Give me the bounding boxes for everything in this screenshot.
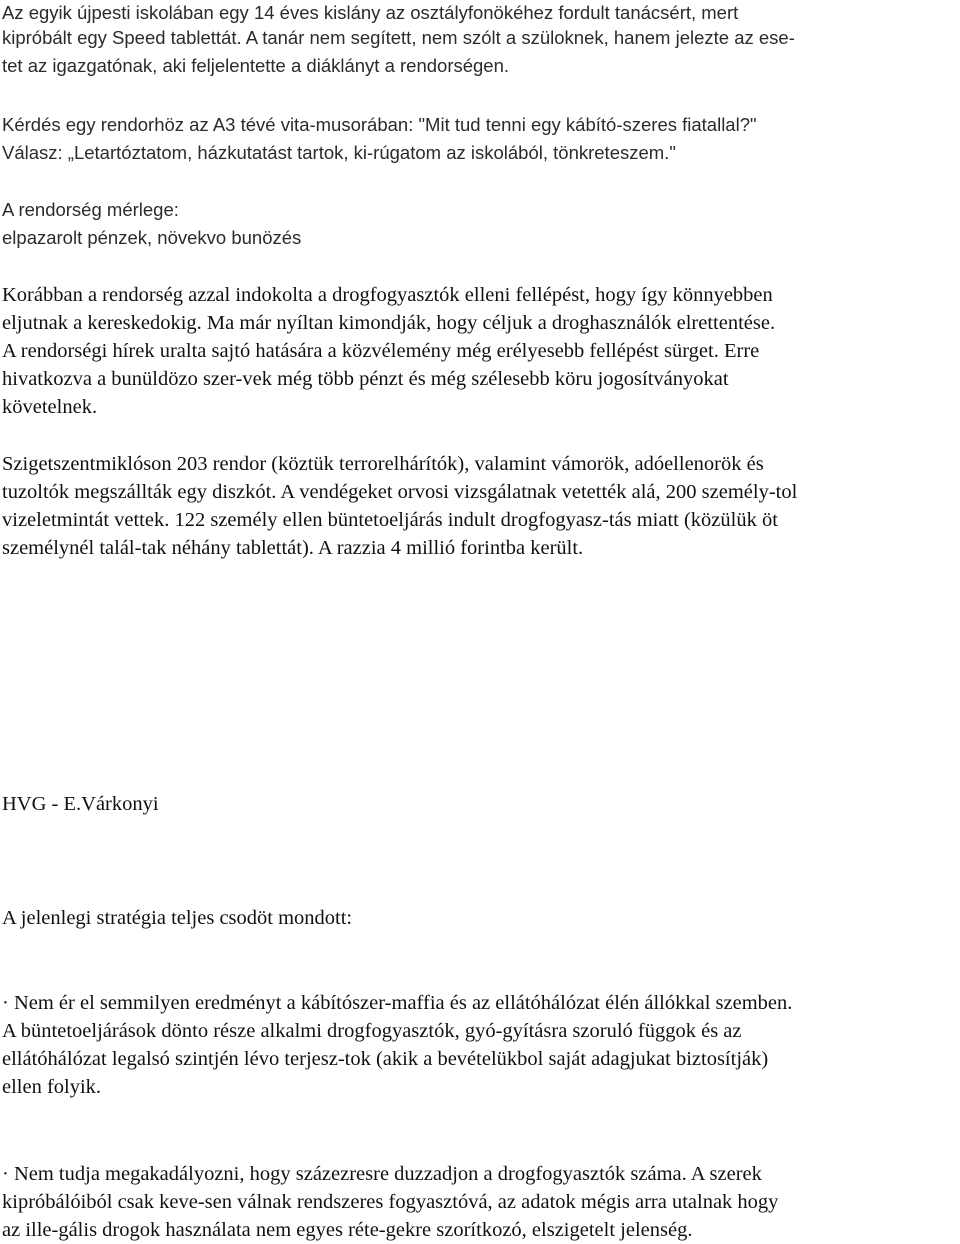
paragraph-4-line-2: eljutnak a kereskedokig. Ma már nyíltan kimondják, hogy céljuk a droghasználók elrettentése. xyxy=(2,312,776,334)
paragraph-2-line-2: Válasz: „Letartóztatom, házkutatást tartok, ki-rúgatom az iskolából, tönkreteszem." xyxy=(2,142,676,163)
paragraph-4-line-1: Korábban a rendorség azzal indokolta a drogfogyasztók elleni fellépést, hogy így könnyebben xyxy=(2,284,773,306)
bullet-1-line-1: · Nem ér el semmilyen eredményt a kábítószer-maffia és az ellátóhálózat élén állókkal szemben. xyxy=(2,992,793,1014)
paragraph-5-line-1: Szigetszentmiklóson 203 rendor (köztük terrorelhárítók), valamint vámorök, adóellenorök és xyxy=(2,453,764,475)
byline: HVG - E.Várkonyi xyxy=(2,793,159,815)
paragraph-5-line-3: vizeletmintát vettek. 122 személy ellen büntetoeljárás indult drogfogyasz-tás miatt (közülük öt xyxy=(2,509,778,531)
paragraph-3-line-2: elpazarolt pénzek, növekvo bunözés xyxy=(2,227,302,248)
bullet-1-line-3: ellátóhálózat legalsó szintjén lévo terjesz-tok (akik a bevételükbol saját adagjukat biztosítják) xyxy=(2,1048,769,1070)
paragraph-2-line-1: Kérdés egy rendorhöz az A3 tévé vita-musorában: "Mit tud tenni egy kábító-szeres fiatallal?" xyxy=(2,114,757,135)
bullet-2-line-2: kipróbálóiból csak keve-sen válnak rendszeres fogyasztóvá, az adatok mégis arra utalnak hogy xyxy=(2,1191,779,1213)
strategy-statement: A jelenlegi stratégia teljes csodöt mondott: xyxy=(2,907,353,929)
paragraph-4-line-3: A rendorségi hírek uralta sajtó hatására a közvélemény még erélyesebb fellépést sürget. Erre xyxy=(2,340,760,362)
paragraph-4-line-4: hivatkozva a bunüldözo szer-vek még több pénzt és még szélesebb köru jogosítványokat xyxy=(2,368,729,390)
bullet-2-line-1: · Nem tudja megakadályozni, hogy százezresre duzzadjon a drogfogyasztók száma. A szerek xyxy=(2,1163,762,1185)
bullet-2-line-3: az ille-gális drogok használata nem egyes réte-gekre szorítkozó, elszigetelt jelenség. xyxy=(2,1219,693,1241)
paragraph-4-line-5: követelnek. xyxy=(2,396,98,418)
paragraph-5-line-4: személynél talál-tak néhány tablettát). A razzia 4 millió forintba került. xyxy=(2,537,584,559)
bullet-1-line-4: ellen folyik. xyxy=(2,1076,102,1098)
paragraph-1-line-1: Az egyik újpesti iskolában egy 14 éves kislány az osztályfonökéhez fordult tanácsért, mert xyxy=(2,2,739,23)
paragraph-3-line-1: A rendorség mérlege: xyxy=(2,199,179,220)
paragraph-1-line-3: tet az igazgatónak, aki feljelentette a diáklányt a rendorségen. xyxy=(2,55,510,76)
paragraph-5-line-2: tuzoltók megszállták egy diszkót. A vendégeket orvosi vizsgálatnak vetették alá, 200 személy-tol xyxy=(2,481,798,503)
bullet-1-line-2: A büntetoeljárások dönto része alkalmi drogfogyasztók, gyó-gyításra szoruló függok és az xyxy=(2,1020,742,1042)
paragraph-1-line-2: kipróbált egy Speed tablettát. A tanár nem segített, nem szólt a szüloknek, hanem jelezte az ese- xyxy=(2,27,795,48)
